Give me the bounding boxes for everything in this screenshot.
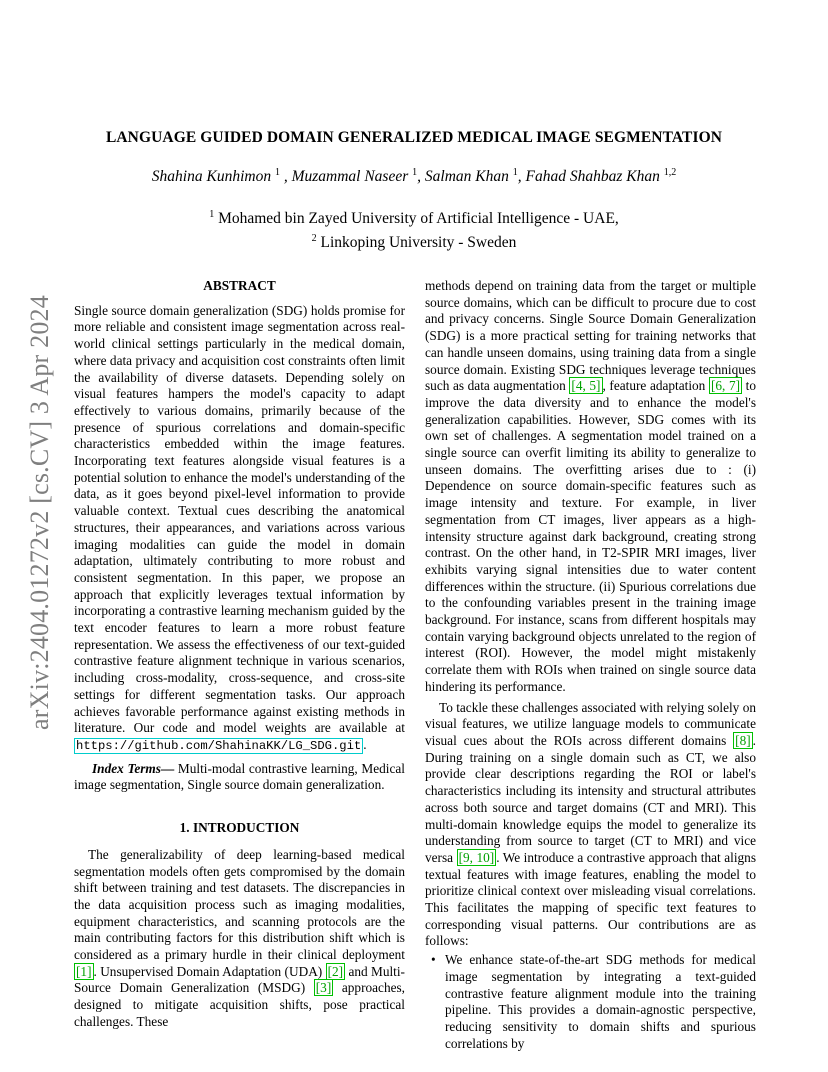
- affiliation-text: Linkoping University - Sweden: [320, 234, 517, 252]
- introduction-heading: 1. INTRODUCTION: [179, 820, 300, 836]
- author-affiliation-mark: 1,2: [663, 167, 677, 178]
- citation-link[interactable]: [1]: [76, 963, 92, 979]
- citation-link[interactable]: [3]: [315, 980, 332, 996]
- author-name: Muzammal Naseer: [291, 168, 409, 186]
- arxiv-identifier: arXiv:2404.01272v2 [cs.CV] 3 Apr 2024: [25, 295, 54, 730]
- intro-text: approaches, designed to mitigate acquisition shifts, pose practical challenges. These: [74, 980, 406, 1029]
- citation-link[interactable]: [6, 7]: [710, 378, 741, 394]
- citation-link[interactable]: [2]: [327, 963, 344, 979]
- author-affiliation-mark: 1: [412, 167, 418, 178]
- index-terms-text: Multi-modal contrastive learning, Medical image segmentation, Single source domain generalization.: [74, 760, 405, 793]
- author-name: Fahad Shahbaz Khan: [525, 168, 660, 186]
- affiliations: [70, 205, 758, 253]
- author-name: Shahina Kunhimon: [151, 168, 272, 186]
- affiliation-text: Mohamed bin Zayed University of Artificial Intelligence - UAE,: [218, 210, 619, 228]
- author-list: Shahina Kunhimon $^1$ , Muzammal Naseer $^1$, Salman Khan $^1$, Fahad Shahbaz Khan $^{1,2}$: [151, 167, 677, 186]
- paper-title: LANGUAGE GUIDED DOMAIN GENERALIZED MEDICAL IMAGE SEGMENTATION: [105, 129, 723, 146]
- contribution-item: • We enhance state-of-the-art SDG methods for medical image segmentation by integrating a text-guided contrastive feature alignment module into the training pipeline. This provides a domain-agnostic perspective, reducing sensitivity to domain shifts and spurious correlations by: [445, 952, 756, 1052]
- intro-text: and Multi-Source Domain Generalization (MSDG): [74, 963, 405, 996]
- intro-text: To tackle these challenges associated with relying solely on visual features, we utilize language models to communicate visual cues about the ROIs across different domains: [425, 699, 756, 748]
- intro-text: methods depend on training data from the target or multiple source domains, which can be difficult to procure due to cost and privacy concerns. Single Source Domain Generalization (SDG) is a more practical setting for training networks that can handle unseen domains, using training data from a single source domain. Existing SDG techniques leverage techniques such as data augmentation: [425, 278, 756, 394]
- author-affiliation-mark: 1: [512, 167, 518, 178]
- intro-text: . We introduce a contrastive approach that aligns textual features with image features, enabling the model to prioritize clinical context over misleading visual correlations. This facilitates the mapping of specific text features to corresponding visual patterns. Our contributions are as follows:: [425, 849, 756, 949]
- affiliation-number: 1: [209, 209, 215, 220]
- intro-paragraph-1: [74, 847, 405, 1031]
- citation-link[interactable]: [8]: [735, 732, 751, 748]
- intro-text: to improve the data diversity and to enhance the model's generalization capabilities. However, SDG comes with its own set of challenges. A segmentation model trained on a single source can overfit limiting its ability to generalize to unseen domains. The overfitting arises due to : (i) Dependence on source domain-specific features such as image intensity and texture. For example, in liver segmentation from CT images, liver appears as a high-intensity structure against dark background, creating strong contrast. On the other hand, in T2-SPIR MRI images, liver exhibits varying signal intensities due to water content differences within the structure. (ii) Spurious correlations due to the confounding variables present in the training image background. For instance, scans from different hospitals may contain varying background objects unrelated to the region of interest (ROI). However, the model might mistakenly correlate them with ROIs when trained on single source data hindering its performance.: [425, 378, 756, 694]
- abstract-paragraph: [74, 303, 405, 755]
- right-column: [425, 278, 756, 1052]
- author-affiliation-mark: 1: [274, 167, 280, 178]
- author-name: Salman Khan: [424, 168, 509, 186]
- abstract-text: Single source domain generalization (SDG) holds promise for more reliable and consistent image segmentation across real-world clinical settings particularly in the medical domain, where data privacy and acquisition cost constraints often limit the availability of diverse datasets. Depending solely on visual features hampers the model's capacity to adapt effectively to various domains, primarily because of the presence of spurious correlations and domain-specific characteristics embedded within the image features. Incorporating text features alongside visual features is a potential solution to enhance the model's understanding of the data, as it goes beyond pixel-level information to provide valuable context. Textual cues describing the anatomical structures, their appearances, and variations across various imaging modalities can guide the model in domain adaptation, ultimately contributing to more robust and consistent segmentation. In this paper, we propose an approach that explicitly leverages textual information by incorporating a contrastive learning mechanism guided by the text encoder features to learn a more robust feature representation. We assess the effectiveness of our text-guided contrastive feature alignment technique in various scenarios, including cross-modality, cross-sequence, and cross-site settings for different segmentation tasks. Our approach achieves favorable performance against existing methods in literature. Our code and model weights are available at: [74, 302, 405, 736]
- citation-link[interactable]: [9, 10]: [458, 849, 495, 865]
- intro-paragraph-1-continued: [425, 278, 756, 696]
- affiliation-number: 2: [311, 233, 317, 245]
- citation-link[interactable]: [4, 5]: [571, 378, 601, 394]
- intro-text: , feature adaptation: [602, 378, 709, 394]
- contributions-list: [425, 952, 756, 1052]
- intro-text: . Unsupervised Domain Adaptation (UDA): [93, 963, 326, 979]
- intro-text: The generalizability of deep learning-based medical segmentation models often gets compromised by the domain shift between training and test datasets. The discrepancies in the data acquisition process such as imaging modalities, equipment characteristics, and scanning protocols are the main contributing factors for this distribution shift which is considered as a primary hurdle in their clinical deployment: [74, 846, 405, 963]
- index-terms-label: Index Terms—: [92, 760, 175, 776]
- left-column: [74, 278, 405, 1031]
- abstract-end: .: [363, 736, 367, 752]
- code-repository-link[interactable]: https://github.com/ShahinaKK/LG_SDG.git: [76, 738, 362, 753]
- index-terms: [74, 761, 405, 794]
- intro-paragraph-2: [425, 700, 756, 951]
- abstract-heading: ABSTRACT: [203, 278, 276, 293]
- affiliation-line: [70, 229, 758, 253]
- affiliation-line: [70, 205, 758, 229]
- intro-text: . During training on a single domain such as CT, we also provide clear descriptions regarding the ROI or label's characteristics including its intensity and structural attributes across both source and target domains (CT and MRI). This multi-domain knowledge equips the model to generalize its understanding from source to target (CT to MRI) and vice versa: [425, 732, 756, 865]
